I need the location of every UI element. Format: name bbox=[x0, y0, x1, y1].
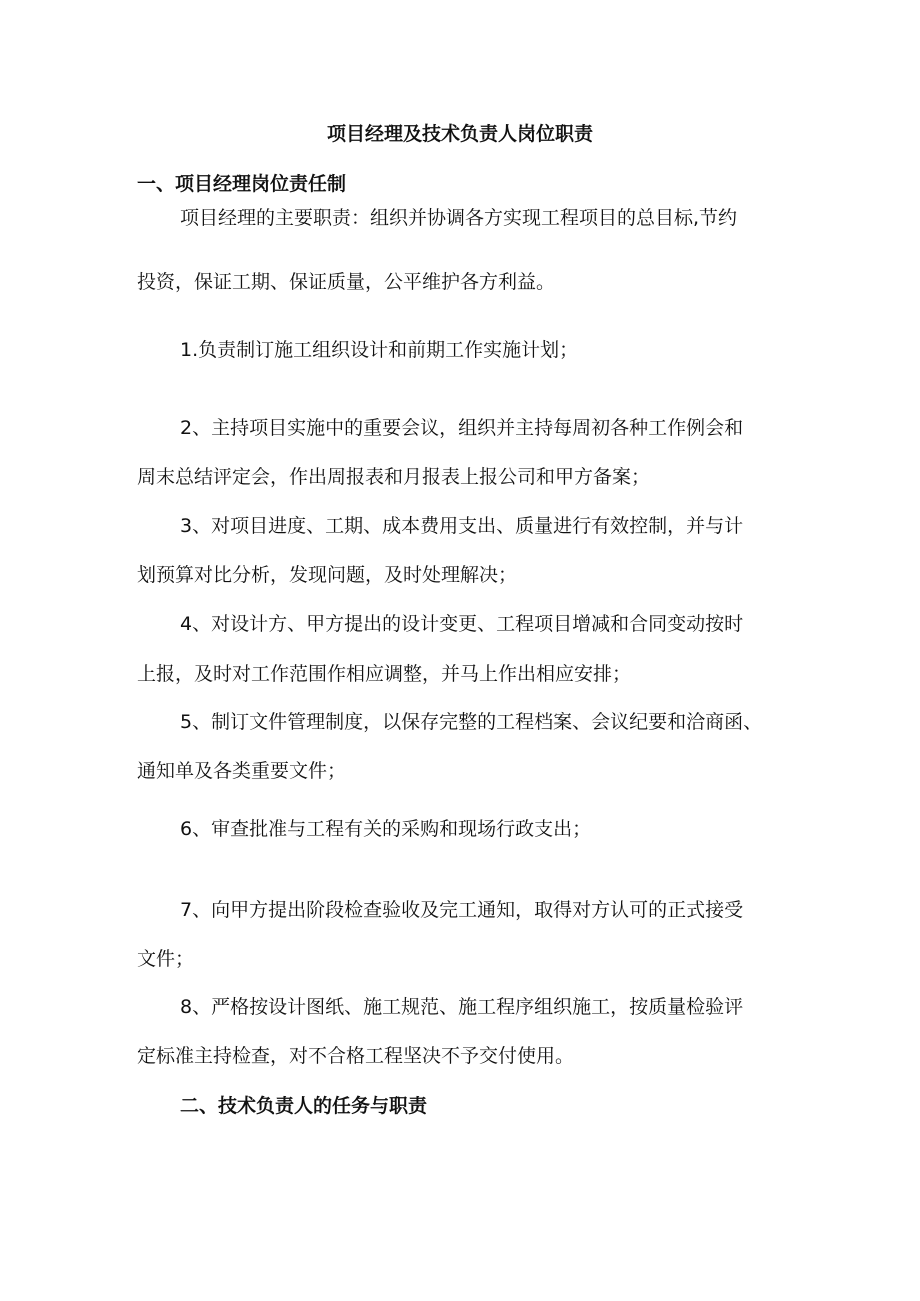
item-5-line-2: 通知单及各类重要文件； bbox=[137, 760, 347, 782]
item-3-line-1: 3、对项目进度、工期、成本费用支出、质量进行有效控制，并与计 bbox=[180, 515, 744, 537]
item-7-line-2: 文件； bbox=[137, 948, 195, 970]
section-heading-project-manager: 一、项目经理岗位责任制 bbox=[137, 173, 347, 195]
document-title: 项目经理及技术负责人岗位职责 bbox=[326, 123, 593, 145]
item-2-line-2: 周末总结评定会，作出周报表和月报表上报公司和甲方备案； bbox=[137, 466, 651, 488]
item-4-line-2: 上报，及时对工作范围作相应调整，并马上作出相应安排； bbox=[137, 663, 632, 685]
intro-line-2: 投资，保证工期、保证质量，公平维护各方利益。 bbox=[137, 271, 556, 293]
item-1-line-1: 1.负责制订施工组织设计和前期工作实施计划； bbox=[180, 339, 579, 361]
item-2-line-1: 2、主持项目实施中的重要会议，组织并主持每周初各种工作例会和 bbox=[180, 417, 744, 439]
item-4-line-1: 4、对设计方、甲方提出的设计变更、工程项目增减和合同变动按时 bbox=[180, 613, 744, 635]
section-heading-technical-lead: 二、技术负责人的任务与职责 bbox=[180, 1095, 428, 1117]
item-7-line-1: 7、向甲方提出阶段检查验收及完工通知，取得对方认可的正式接受 bbox=[180, 899, 744, 921]
item-8-line-2: 定标准主持检查，对不合格工程坚决不予交付使用。 bbox=[137, 1045, 575, 1067]
item-8-line-1: 8、严格按设计图纸、施工规范、施工程序组织施工，按质量检验评 bbox=[180, 996, 744, 1018]
item-3-line-2: 划预算对比分析，发现问题，及时处理解决； bbox=[137, 564, 518, 586]
item-6-line-1: 6、审查批准与工程有关的采购和现场行政支出； bbox=[180, 818, 592, 840]
item-5-line-1: 5、制订文件管理制度，以保存完整的工程档案、会议纪要和洽商函、 bbox=[180, 711, 763, 733]
intro-line-1: 项目经理的主要职责：组织并协调各方实现工程项目的总目标,节约 bbox=[180, 207, 738, 229]
